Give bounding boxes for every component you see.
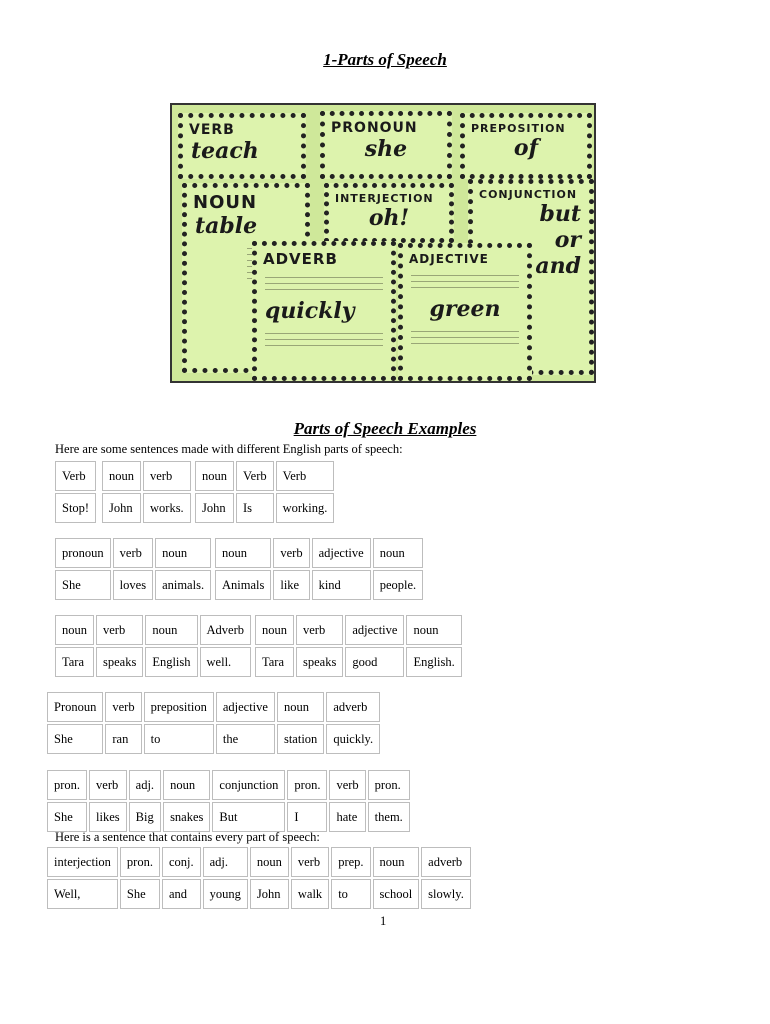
part-of-speech-cell: verb: [273, 538, 309, 568]
poster-text-lines: [265, 272, 383, 294]
part-of-speech-cell: noun: [373, 847, 420, 877]
word-cell: people.: [373, 570, 423, 600]
word-cell: English: [145, 647, 197, 677]
word-cell: good: [345, 647, 404, 677]
part-of-speech-cell: preposition: [144, 692, 214, 722]
word-cell: loves: [113, 570, 153, 600]
poster-card-word: green: [429, 296, 501, 322]
part-of-speech-cell: pron.: [368, 770, 410, 800]
word-cell: the: [216, 724, 275, 754]
example-table: [45, 768, 412, 834]
part-of-speech-cell: verb: [143, 461, 191, 491]
example-table: [213, 536, 425, 602]
table-header-row: [47, 770, 410, 800]
poster-card-heading: NOUN: [193, 192, 258, 213]
part-of-speech-cell: noun: [373, 538, 423, 568]
part-of-speech-cell: Pronoun: [47, 692, 103, 722]
part-of-speech-cell: noun: [55, 615, 94, 645]
word-cell: young: [203, 879, 248, 909]
word-cell: slowly.: [421, 879, 471, 909]
part-of-speech-cell: noun: [102, 461, 141, 491]
word-cell: John: [195, 493, 234, 523]
word-cell: like: [273, 570, 309, 600]
part-of-speech-cell: noun: [163, 770, 210, 800]
part-of-speech-cell: Verb: [276, 461, 335, 491]
part-of-speech-cell: adjective: [216, 692, 275, 722]
poster-text-lines: [411, 326, 519, 348]
word-cell: John: [102, 493, 141, 523]
example-table: [193, 459, 336, 525]
word-cell: and: [162, 879, 201, 909]
poster-card-adverb: [252, 241, 396, 381]
word-cell: Tara: [55, 647, 94, 677]
part-of-speech-cell: noun: [406, 615, 461, 645]
word-cell: She: [47, 802, 87, 832]
word-cell: likes: [89, 802, 127, 832]
example-table: [45, 845, 473, 911]
part-of-speech-cell: adjective: [345, 615, 404, 645]
intro-text: Here are some sentences made with different English parts of speech:: [55, 442, 403, 456]
part-of-speech-cell: conj.: [162, 847, 201, 877]
example-table: [253, 613, 464, 679]
part-of-speech-cell: pron.: [287, 770, 327, 800]
poster-card-interjection: [324, 183, 454, 243]
poster-text-lines: [411, 270, 519, 292]
word-cell: speaks: [296, 647, 343, 677]
table-row: [55, 493, 96, 523]
parts-of-speech-poster: [170, 103, 596, 383]
part-of-speech-cell: noun: [195, 461, 234, 491]
word-cell: works.: [143, 493, 191, 523]
word-cell: ran: [105, 724, 141, 754]
word-cell: animals.: [155, 570, 211, 600]
poster-card-adjective: [398, 243, 532, 381]
page-number: 1: [380, 914, 387, 928]
part-of-speech-cell: verb: [296, 615, 343, 645]
intro-text: Here is a sentence that contains every part of speech:: [55, 830, 320, 844]
word-cell: to: [144, 724, 214, 754]
part-of-speech-cell: noun: [215, 538, 271, 568]
word-cell: to: [331, 879, 370, 909]
table-row: [195, 493, 334, 523]
table-header-row: [102, 461, 191, 491]
word-cell: Animals: [215, 570, 271, 600]
table-header-row: [255, 615, 462, 645]
part-of-speech-cell: adj.: [129, 770, 161, 800]
part-of-speech-cell: Verb: [55, 461, 96, 491]
part-of-speech-cell: verb: [96, 615, 143, 645]
part-of-speech-cell: noun: [250, 847, 289, 877]
table-row: [47, 879, 471, 909]
table-header-row: [195, 461, 334, 491]
part-of-speech-cell: Adverb: [200, 615, 252, 645]
word-cell: snakes: [163, 802, 210, 832]
word-cell: Is: [236, 493, 274, 523]
part-of-speech-cell: verb: [291, 847, 329, 877]
poster-card-verb: [178, 113, 306, 179]
word-cell: school: [373, 879, 420, 909]
word-cell: John: [250, 879, 289, 909]
part-of-speech-cell: noun: [155, 538, 211, 568]
part-of-speech-cell: pron.: [120, 847, 160, 877]
word-cell: hate: [329, 802, 365, 832]
poster-card-heading: PRONOUN: [331, 120, 418, 136]
table-row: [255, 647, 462, 677]
example-table: [53, 459, 98, 525]
table-header-row: [55, 538, 211, 568]
part-of-speech-cell: pronoun: [55, 538, 111, 568]
poster-card-pronoun: [320, 111, 452, 179]
table-header-row: [215, 538, 423, 568]
word-cell: She: [47, 724, 103, 754]
table-header-row: [47, 847, 471, 877]
poster-card-heading: INTERJECTION: [335, 192, 434, 205]
word-cell: them.: [368, 802, 410, 832]
poster-card-word: quickly: [265, 298, 355, 324]
word-cell: English.: [406, 647, 461, 677]
part-of-speech-cell: pron.: [47, 770, 87, 800]
part-of-speech-cell: verb: [105, 692, 141, 722]
table-row: [47, 724, 380, 754]
example-table: [100, 459, 193, 525]
table-row: [55, 570, 211, 600]
part-of-speech-cell: prep.: [331, 847, 370, 877]
word-cell: station: [277, 724, 324, 754]
word-cell: walk: [291, 879, 329, 909]
part-of-speech-cell: adverb: [421, 847, 471, 877]
word-cell: Tara: [255, 647, 294, 677]
part-of-speech-cell: verb: [113, 538, 153, 568]
example-table: [53, 613, 253, 679]
example-table: [53, 536, 213, 602]
poster-card-word: table: [195, 213, 258, 239]
word-cell: well.: [200, 647, 252, 677]
poster-card-word: teach: [191, 138, 259, 164]
table-row: [55, 647, 251, 677]
word-cell: I: [287, 802, 327, 832]
word-cell: Big: [129, 802, 161, 832]
poster-card-word: oh!: [368, 205, 410, 231]
poster-card-word: of: [513, 135, 539, 161]
poster-card-heading: PREPOSITION: [471, 122, 566, 135]
part-of-speech-cell: adj.: [203, 847, 248, 877]
part-of-speech-cell: conjunction: [212, 770, 285, 800]
poster-card-word: she: [364, 136, 408, 162]
table-row: [215, 570, 423, 600]
word-cell: speaks: [96, 647, 143, 677]
part-of-speech-cell: interjection: [47, 847, 118, 877]
word-cell: She: [120, 879, 160, 909]
part-of-speech-cell: adverb: [326, 692, 380, 722]
word-cell: kind: [312, 570, 371, 600]
section-heading: Parts of Speech Examples: [293, 419, 477, 438]
table-header-row: [55, 461, 96, 491]
poster-card-heading: ADJECTIVE: [409, 252, 489, 266]
table-row: [47, 802, 410, 832]
word-cell: quickly.: [326, 724, 380, 754]
poster-card-word: but or and: [535, 201, 581, 279]
part-of-speech-cell: verb: [329, 770, 365, 800]
poster-card-preposition: [460, 113, 592, 179]
table-header-row: [55, 615, 251, 645]
part-of-speech-cell: verb: [89, 770, 127, 800]
word-cell: Stop!: [55, 493, 96, 523]
table-header-row: [47, 692, 380, 722]
word-cell: But: [212, 802, 285, 832]
part-of-speech-cell: adjective: [312, 538, 371, 568]
table-row: [102, 493, 191, 523]
poster-text-lines: [265, 328, 383, 350]
part-of-speech-cell: Verb: [236, 461, 274, 491]
word-cell: Well,: [47, 879, 118, 909]
part-of-speech-cell: noun: [255, 615, 294, 645]
part-of-speech-cell: noun: [145, 615, 197, 645]
poster-card-heading: ADVERB: [263, 250, 338, 268]
poster-card-heading: VERB: [189, 122, 235, 138]
word-cell: She: [55, 570, 111, 600]
poster-card-heading: CONJUNCTION: [479, 188, 578, 201]
word-cell: working.: [276, 493, 335, 523]
example-table: [45, 690, 382, 756]
part-of-speech-cell: noun: [277, 692, 324, 722]
page-title: 1-Parts of Speech: [323, 50, 447, 69]
